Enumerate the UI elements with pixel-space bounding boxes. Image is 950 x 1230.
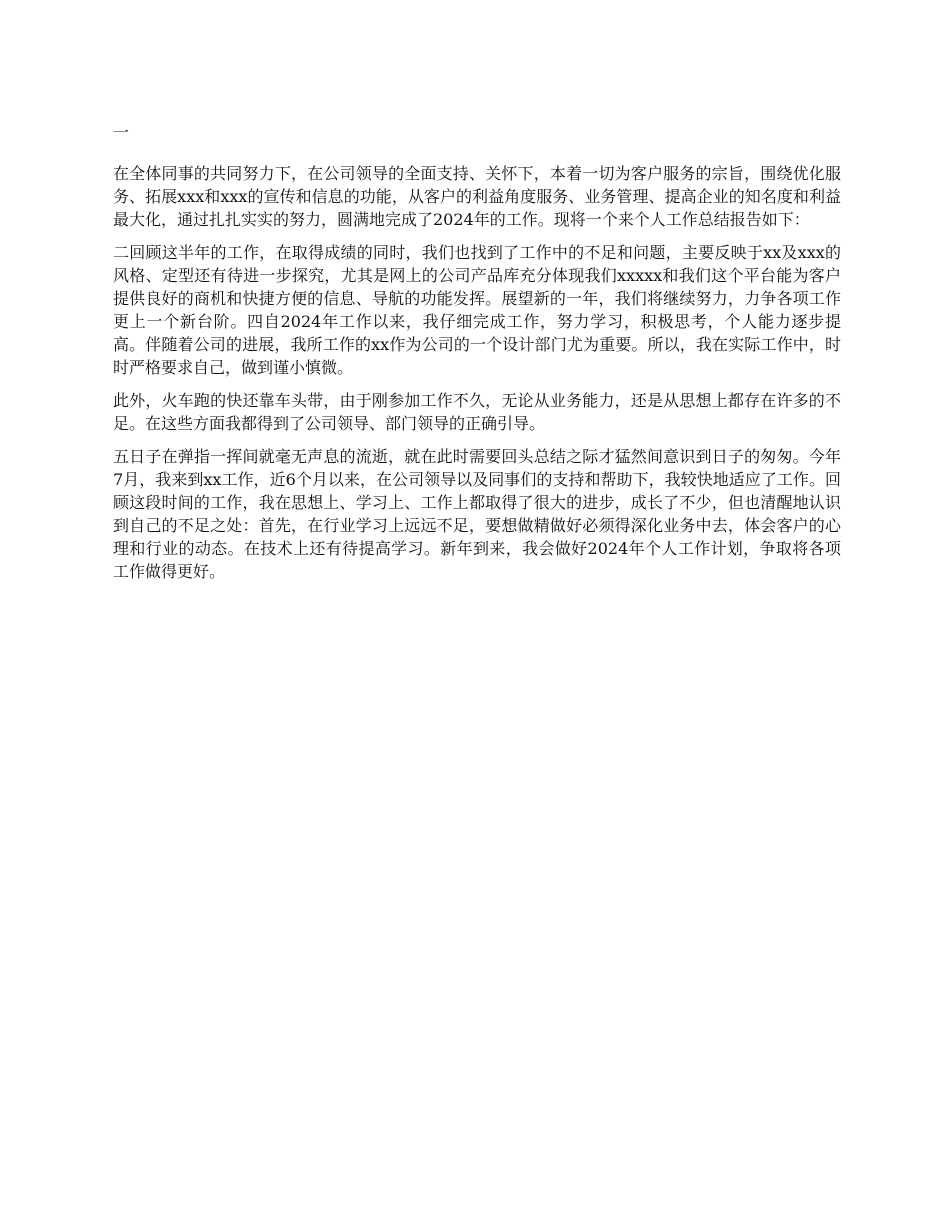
paragraph-conclusion: 五日子在弹指一挥间就毫无声息的流逝，就在此时需要回头总结之际才猛然间意识到日子的匆匆。今年7月，我来到xx工作，近6个月以来，在公司领导以及同事们的支持和帮助下，我较快地适应了工作。回顾这段时间的工作，我在思想上、学习上、工作上都取得了很大的进步，成长了不少，但也清醒地认识到自己的不足之处：首先，在行业学习上远远不足，要想做精做好必须得深化业务中去，体会客户的心理和行业的动态。在技术上还有待提高学习。新年到来，我会做好2024年个人工作计划，争取将各项工作做得更好。: [113, 447, 841, 581]
section-heading: 一: [113, 123, 130, 142]
paragraph-review: 二回顾这半年的工作，在取得成绩的同时，我们也找到了工作中的不足和问题，主要反映于xx及xxx的风格、定型还有待进一步探究，尤其是网上的公司产品库充分体现我们xxxxx和我们这个平台能为客户提供良好的商机和快捷方便的信息、导航的功能发挥。展望新的一年，我们将继续努力，力争各项工作更上一个新台阶。四自2024年工作以来，我仔细完成工作，努力学习，积极思考，个人能力逐步提高。伴随着公司的进展，我所工作的xx作为公司的一个设计部门尤为重要。所以，我在实际工作中，时时严格要求自己，做到谨小慎微。: [113, 243, 841, 377]
document-body: [113, 121, 841, 593]
paragraph-shortcomings: 此外，火车跑的快还靠车头带，由于刚参加工作不久，无论从业务能力，还是从思想上都存在许多的不足。在这些方面我都得到了公司领导、部门领导的正确引导。: [113, 391, 841, 433]
paragraph-intro: 在全体同事的共同努力下，在公司领导的全面支持、关怀下，本着一切为客户服务的宗旨，围绕优化服务、拓展xxx和xxx的宣传和信息的功能，从客户的利益角度服务、业务管理、提高企业的知名度和利益最大化，通过扎扎实实的努力，圆满地完成了2024年的工作。现将一个来个人工作总结报告如下：: [113, 164, 841, 229]
